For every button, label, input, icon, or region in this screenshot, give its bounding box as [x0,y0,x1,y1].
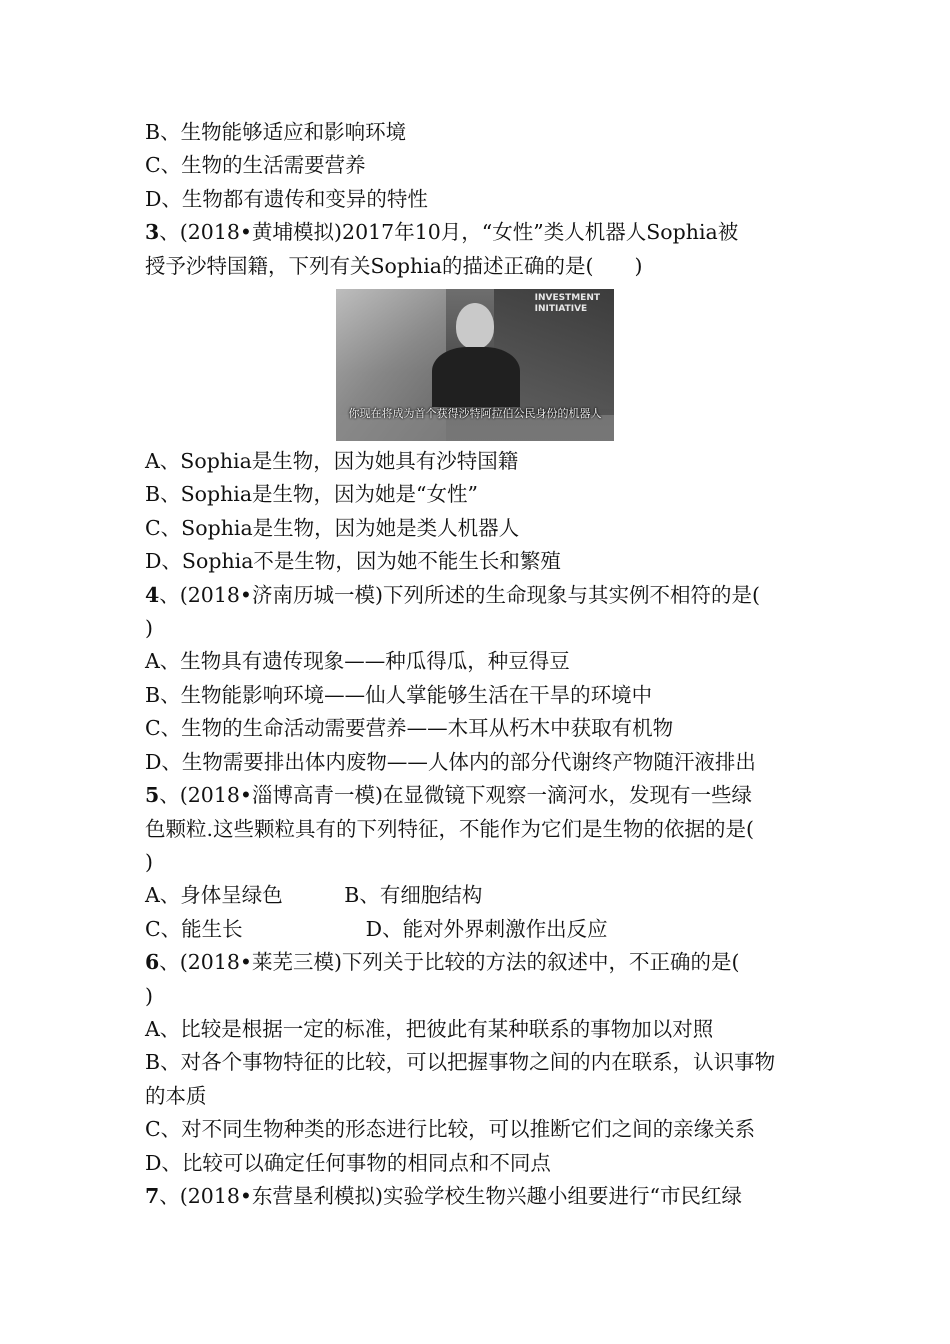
question-4-option-b: B、生物能影响环境——仙人掌能够生活在干旱的环境中 [145,682,653,707]
question-6-line-1: 6、(2018•莱芜三模)下列关于比较的方法的叙述中，不正确的是( [145,950,740,975]
option-d: D、生物都有遗传和变异的特性 [145,186,428,211]
question-6-option-a: A、比较是根据一定的标准，把彼此有某种联系的事物加以对照 [145,1016,714,1041]
question-3-number: 3 [145,220,160,245]
question-6-line-2: ) [145,983,153,1008]
question-3-line-2: 授予沙特国籍，下列有关Sophia的描述正确的是( ) [145,253,643,278]
robot-head [456,303,494,349]
question-5-line-3: ) [145,849,153,874]
question-4-option-a: A、生物具有遗传现象——种瓜得瓜，种豆得豆 [145,649,570,674]
question-5-options-cd: C、能生长 D、能对外界刺激作出反应 [145,916,608,941]
question-4-line-1: 4、(2018•济南历城一模)下列所述的生命现象与其实例不相符的是( [145,582,761,607]
sophia-robot-photo [336,289,614,441]
question-6-option-d: D、比较可以确定任何事物的相同点和不同点 [145,1150,551,1175]
question-5-line-1: 5、(2018•淄博高青一模)在显微镜下观察一滴河水，发现有一些绿 [145,783,753,808]
question-5-line-2: 色颗粒.这些颗粒具有的下列特征，不能作为它们是生物的依据的是( [145,816,755,841]
question-3-option-a: A、Sophia是生物，因为她具有沙特国籍 [145,449,519,474]
photo-caption: 你现在将成为首个获得沙特阿拉伯公民身份的机器人 [348,407,602,421]
question-7-number: 7 [145,1183,160,1208]
question-4-option-c: C、生物的生命活动需要营养——木耳从朽木中获取有机物 [145,716,674,741]
question-3-line-1: 3、(2018•黄埔模拟)2017年10月，“女性”类人机器人Sophia被 [145,220,739,245]
question-5-options-ab: A、身体呈绿色 B、有细胞结构 [145,883,483,908]
option-b: B、生物能够适应和影响环境 [145,120,407,144]
question-4-option-d: D、生物需要排出体内废物——人体内的部分代谢终产物随汗液排出 [145,749,756,774]
question-7-line-1: 7、(2018•东营垦利模拟)实验学校生物兴趣小组要进行“市民红绿 [145,1183,743,1208]
question-6-option-b: B、对各个事物特征的比较，可以把握事物之间的内在联系，认识事物 [145,1050,776,1075]
photo-sign-text: INVESTMENT INITIATIVE [534,293,600,315]
question-4-line-2: ) [145,616,153,641]
question-4-number: 4 [145,582,160,607]
question-6-option-b-cont: 的本质 [145,1083,207,1108]
question-3-option-d: D、Sophia不是生物，因为她不能生长和繁殖 [145,549,561,574]
question-3-option-b: B、Sophia是生物，因为她是“女性” [145,482,479,507]
question-3-figure-wrap [145,283,810,445]
document-content [145,116,810,1213]
question-6-number: 6 [145,950,160,975]
question-3-option-c: C、Sophia是生物，因为她是类人机器人 [145,515,520,540]
option-c: C、生物的生活需要营养 [145,153,366,178]
question-5-number: 5 [145,783,160,808]
question-6-option-c: C、对不同生物种类的形态进行比较，可以推断它们之间的亲缘关系 [145,1117,756,1142]
